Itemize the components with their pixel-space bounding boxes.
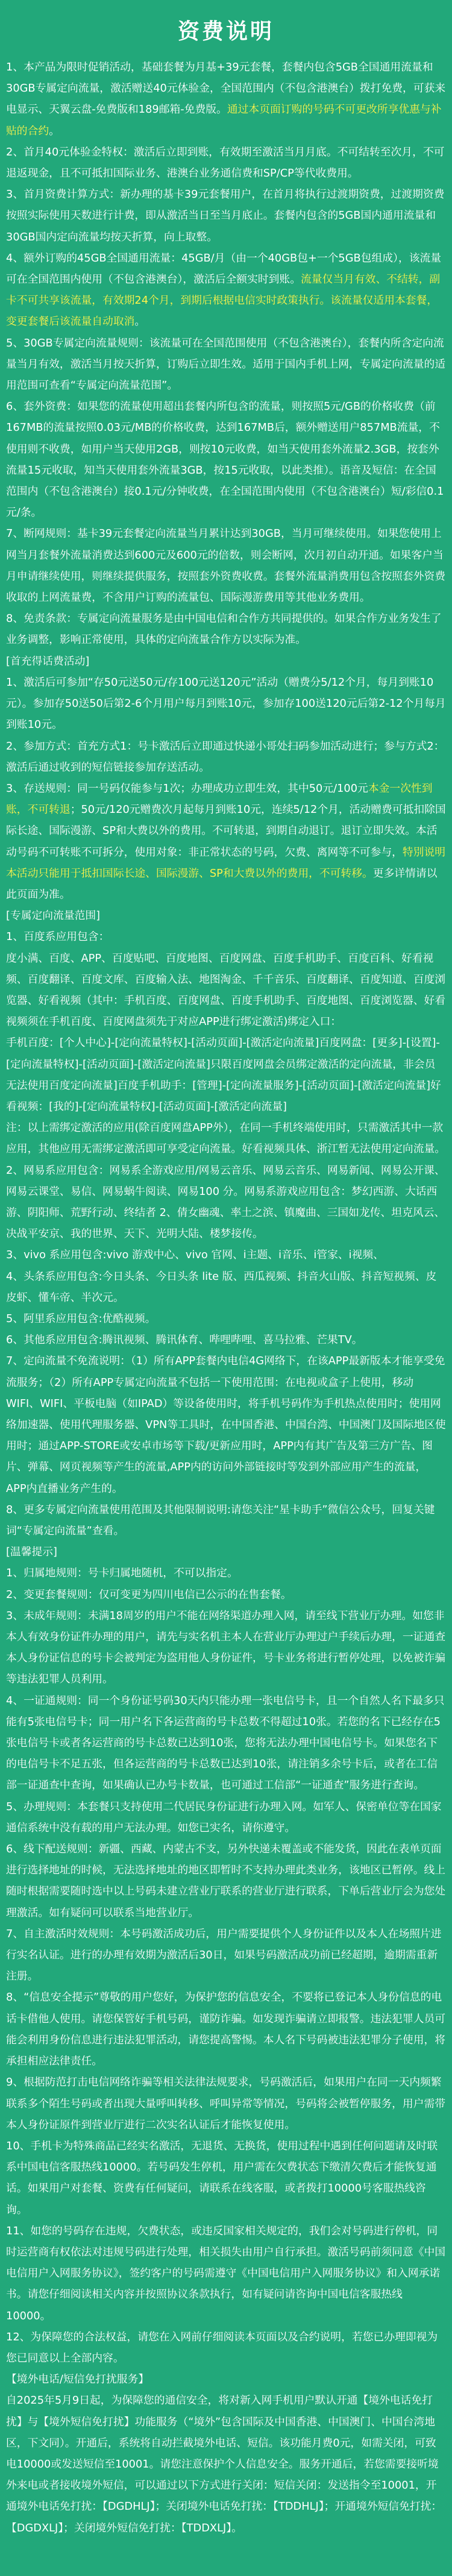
paragraph [6, 1117, 446, 1159]
section-heading [6, 2369, 446, 2390]
text-segment: 1、归属地规则：号卡归属地随机，不可以指定。 [6, 1567, 238, 1580]
text-segment: 3、首月资费计算方式：新办理的基卡39元套餐用户，在首月将执行过渡期资费，过渡期资费按照实际使用天数进行计费，即从激活当日至当月底止。套餐内包含的5GB国内通用流量和30GB国内定向流量均按天折算，向上取整。 [6, 188, 445, 243]
text-segment: 12、为保障您的合法权益，请您在入网前仔细阅读本页面以及合约说明，若您已办理即视为您已同意以上全部内容。 [6, 2330, 438, 2364]
paragraph [6, 1923, 446, 1987]
paragraph [6, 1562, 446, 1584]
highlighted-text: 流量仅当月有效、不结转，副卡不可共享该流量，有效期24个月，到期后根据电信实时政策执行。该流量仅适用本套餐，变更套餐后该流量自动取消 [6, 273, 441, 328]
paragraph [6, 1690, 446, 1796]
text-segment: 。 [134, 315, 146, 328]
paragraph [6, 2136, 446, 2220]
text-segment: 5、30GB专属定向流量规则：该流量可在全国范围使用（不包含港澳台），套餐内所含定向流量当月有效，激活当月按天折算，订购后立即生效。适用于国内手机上网，专属定向流量的适用范围可查看“专属定向流量范围”。 [6, 336, 446, 392]
section-heading [6, 1541, 446, 1562]
paragraph [6, 1499, 446, 1541]
text-segment: 3、存送规则：同一号码仅能参与1次；办理成功立即生效，其中50元/100元 [6, 782, 368, 795]
text-segment: [温馨提示] [6, 1546, 57, 1559]
text-segment: 6、套外资费：如果您的流量使用超出套餐内所包含的流量，则按照5元/GB的价格收费（前167MB的流量按照0.03元/MB的价格收费，达到167MB后，额外赠送用户857MB流量，不使用则不收费，如用户当天使用2GB，则按10元收费，如当天使用套外流量2.3GB，按套外流量15元收取，知当天使用套外流量3GB，按15元收取，以此类推）。语音及短信：在全国范围内（不包含港澳台）接0.1元/分钟收费，在全国范围内使用（不包含港澳台）短/彩信0.1元/条。 [6, 400, 444, 519]
text-segment: 自2025年5月9日起，为保障您的通信安全，将对新入网手机用户默认开通【境外电话免打扰】与【境外短信免打扰】功能服务（“境外”包含国际及中国香港、中国澳门、中国台湾地区，下文同）。开通后，系统将自动拦截境外电话、短信。该功能月费0元，如需关闭，可致电10000或发送短信至10001。请您注意保护个人信息安全。服务开通后，若您需要接听境外来电或者接收境外短信，可以通过以下方式进行关闭：短信关闭：发送指令至10001，开通境外电话免打扰：【DGDHLJ】；关闭境外电话免打扰：【TDDHLJ】；开通境外短信免打扰：【DGDXLJ】；关闭境外短信免打扰：【TDDXLJ】。 [6, 2394, 442, 2534]
text-segment: 度小满、百度、APP、百度贴吧、百度地图、百度网盘、百度手机助手、百度百科、好看视频、百度翻译、百度文库、百度输入法、地图淘金、千千音乐、百度翻译、百度知道、百度浏览器、好看视频（其中：手机百度、百度网盘、百度手机助手、百度地图、百度浏览器、好看视频须在手机百度、百度网盘须先于对应APP进行绑定激活)绑定入口： [6, 951, 446, 1029]
paragraph [6, 57, 446, 142]
paragraph [6, 672, 446, 736]
paragraph [6, 926, 446, 947]
paragraph [6, 248, 446, 333]
text-segment: 4、头条系应用包含:今日头条、今日头条 lite 版、西瓜视频、抖音火山版、抖音短视频、皮皮虾、懂车帝、半次元。 [6, 1270, 437, 1304]
text-segment: 1、本产品为限时促销活动，基础套餐为月基+39元套餐，套餐内包含5GB全国通用流量和30GB专属定向流量，激活赠送40元体验金，全国范围内（不包含港澳台）拨打免费，可获来电显示、天翼云盘-免费版和189邮箱-免费版。 [6, 61, 446, 116]
paragraph [6, 1584, 446, 1605]
paragraph [6, 523, 446, 608]
text-segment: [专属定向流量范围] [6, 909, 101, 923]
paragraph [6, 2072, 446, 2136]
page-title: 资费说明 [177, 19, 274, 44]
text-segment: 2、参加方式：首充方式1：号卡激活后立即通过快递小哥处扫码参加活动进行；参与方式2：激活后通过收到的短信链接参加存送活动。 [6, 739, 445, 774]
text-segment: 7、断网规则：基卡39元套餐定向流量当月累计达到30GB，当月可继续使用。如果您使用上网当月套餐外流量消费达到600元及600元的倍数，则会断网，次月初自动开通。如果客户当月申请继续使用，则继续提供服务，按照套外资费收费。套餐外流量消费用包含按照套外资费收取的上网流量费，不含用户订购的流量包、国际漫游费用等其他业务费用。 [6, 527, 446, 604]
text-segment: 6、线下配送规则：新疆、西藏、内蒙古不支，另外快递未覆盖或不能发货，因此在表单页面进行选择地址的时候，无法选择地址的地区即暂时不支持办理此类业务，该地区已暂停。线上随时根据需要随时选中以上号码未建立营业厅联系的营业厅进行联系，下单后营业厅会为您处理激活。如有疑问可以联系当地营业厅。 [6, 1843, 446, 1919]
text-segment: 4、额外订购的45GB全国通用流量：45GB/月（由一个40GB包+一个5GB包组成），该流量可在全国范围内使用（不包含港澳台），激活后全额实时到账。 [6, 251, 442, 286]
paragraph [6, 184, 446, 248]
text-segment: 2、首月40元体验金特权：激活后立即到账，有效期至激活当月月底。不可结转至次月，不可退返现金，且不可抵扣国际业务、港澳台业务通信费和SP/CP等代收费用。 [6, 145, 445, 180]
paragraph [6, 1160, 446, 1245]
text-segment: 2、网易系应用包含：网易系全游戏应用/网易云音乐、网易云音乐、网易新闻、网易公开课、网易云课堂、易信、网易蜗牛阅读、网易100 分。网易系游戏应用包含：梦幻西游、大话西游、阴阳师、荒野行动、终结者 2、倩女幽魂、率土之滨、镇魔曲、三国如龙传、坦克风云、决战平安京、我的世界、天下、光明大陆、楼梦接传。 [6, 1164, 445, 1241]
paragraph [6, 396, 446, 523]
text-segment: 3、vivo 系应用包含:vivo 游戏中心、vivo 官网、i主题、i音乐、i管家、i视频、 [6, 1249, 384, 1262]
section-heading [6, 905, 446, 926]
section-heading [6, 651, 446, 672]
text-segment: 更多详情请以此页面为准。 [6, 867, 438, 901]
highlighted-text: 特別说明本活动只能用于抵扣国际长途、国际漫游、SP和大费以外的费用，不可转移。 [6, 845, 446, 880]
paragraph [6, 1329, 446, 1350]
text-segment: 2、变更套餐规则：仅可变更为四川电信已公示的在售套餐。 [6, 1588, 292, 1601]
paragraph [6, 736, 446, 778]
tariff-description-content [0, 57, 452, 2539]
paragraph [6, 1032, 446, 1117]
paragraph [6, 1605, 446, 1690]
paragraph [6, 1838, 446, 1923]
text-segment: 。 [49, 124, 60, 137]
paragraph [6, 608, 446, 650]
text-segment: 8、“信息安全提示”尊敬的用户您好，为保护您的信息安全，不要将已登记本人身份信息的电话卡借他人使用。请您保管好手机号码，谨防诈骗。如发现诈骗请立即报警。违法犯罪人员可能会利用身份信息进行违法犯罪活动，请您提高警惕。本人名下号码被违法犯罪分子使用，将承担相应法律责任。 [6, 1991, 446, 2068]
paragraph [6, 2327, 446, 2369]
paragraph [6, 1266, 446, 1308]
text-segment: 8、免责条款：专属定向流量服务是由中国电信和合作方共同提供的。如果合作方业务发生了业务调整，影响正常使用，具体的定向流量合作方以实际为准。 [6, 612, 442, 647]
text-segment: 4、一证通规则：同一个身份证号码30天内只能办理一张电信号卡，且一个自然人名下最多只能有5张电信号卡；同一用户名下各运营商的号卡总数不得超过10张。若您的名下已经存在5张电信号卡或者各运营商的号卡总数已达到10张，您将无法办理中国电信号卡。如果您名下的电信号卡不足五张，但各运营商的号卡总数已达到10张，请注销多余号卡后，或者在工信部一证通查中查询，如果确认已办号卡数量，也可通过工信部“一证通查”服务进行查询。 [6, 1694, 445, 1792]
text-segment: 注：以上需绑定激活的应用(除百度网盘APP外），在同一手机终端使用时，只需激活其中一款应用，其他应用无需绑定激活即可享受定向流量。好看视频具体、浙江暂无法使用定向流量。 [6, 1121, 446, 1156]
text-segment: [首充得话费活动] [6, 654, 90, 668]
paragraph [6, 1350, 446, 1499]
highlighted-text: 本金一次性到账，不可转退 [6, 782, 433, 816]
text-segment: 1、激活后可参加“存50元送50元/存100元送120元”活动（赠费分5/12个月，每月到账10元）。参加存50送50后第2-6个月用户每月到账10元，参加存100送120元后第2-12个月每月到账10元。 [6, 675, 446, 732]
paragraph [6, 1308, 446, 1329]
highlighted-text: 通过本页面订购的号码不可更改所享优惠与补贴的合约 [6, 103, 442, 137]
text-segment: 手机百度：[个人中心]-[定向流量特权]-[活动页面]-[激活定向流量]百度网盘：[更多]-[设置]-[定向流量特权]-[活动页面]-[激活定向流量]只限百度网盘会员绑定激活的定向流量，非会员无法使用百度定向流量]百度手机助手：[管理]-[定向流量服务]-[活动页面]-[激活定向流量]好看视频：[我的]-[定向流量特权]-[活动页面]-[激活定向流量] [6, 1036, 441, 1113]
text-segment: 7、定向流量不免流说明：（1）所有APP套餐内电信4G网络下，在该APP最新版本才能享受免流服务；（2）所有APP专属定向流量不包括一下使用范围：在电视或盒子上使用，移动WIFI、WIFI、平板电脑（如IPAD）等设备使用时，将手机号码作为手机热点使用时；使用网络加速器、使用代理服务器、VPN等工具时，在中国香港、中国台湾、中国澳门及国际地区使用时；通过APP-STORE或安卓市场等下载/更新应用时，APP内有其广告及第三方广告、图片、弹幕、网页视频等产生的流量,APP内的访问外部链接时等发到外部应用产生的流量，APP内直播业务产生的。 [6, 1355, 446, 1495]
text-segment: 7、自主激活时效规则：本号码激活成功后，用户需要提供个人身份证件以及本人在场照片进行实名认证。进行的办理有效期为激活后30日，如果号码激活成功前已经超期，逾期需重新注册。 [6, 1927, 442, 1983]
text-segment: 11、如您的号码存在违规，欠费状态，或违反国家相关规定的，我们会对号码进行停机，同时运营商有权依法对违规号码进行处理，相关损失由用户自行承担。激活号码前须同意《中国电信用户入网服务协议》，签约客户的号码需遵守《中国电信用户入网服务协议》和入网承诺书。请您仔细阅读相关内容并按照协议条款执行，如有疑问请咨询中国电信客服热线10000。 [6, 2224, 446, 2322]
paragraph [6, 333, 446, 396]
text-segment: ；50元/120元赠费次月起每月到账10元，连续5/12个月，活动赠费可抵扣除国际长途、国际漫游、SP和大费以外的费用。不可转退，到期自动退订。退订立即失效。本活动号码不可转账不可拆分，使用对象：非正常状态的号码，欠费、离网等不可参与， [6, 803, 446, 859]
paragraph [6, 778, 446, 905]
text-segment: 5、办理规则：本套餐只支持使用二代居民身份证进行办理入网。如军人、保密单位等在国家通信系统中没有载的用户无法办理。如您已实名，请你遵守。 [6, 1800, 442, 1834]
text-segment: 【境外电话/短信免打扰服务】 [6, 2373, 149, 2386]
paragraph [6, 142, 446, 184]
text-segment: 1、百度系应用包含： [6, 930, 110, 944]
paragraph [6, 1244, 446, 1265]
paragraph [6, 2390, 446, 2538]
text-segment: 9、根据防范打击电信网络诈骗等相关法律法规要求，号码激活后，如果用户在同一天内频繁联系多个陌生号码或者出现大量呼叫转移、呼叫异常等情况，号码将会被暂停服务，用户需带本人身份证原件到营业厅进行二次实名认证后才能恢复使用。 [6, 2076, 446, 2131]
paragraph [6, 948, 446, 1033]
text-segment: 5、阿里系应用包含:优酷视频。 [6, 1312, 156, 1325]
paragraph [6, 2220, 446, 2327]
text-segment: 8、更多专属定向流量使用范围及其他限制说明:请您关注“星卡助手”微信公众号，回复关键词“专属定向流量”查看。 [6, 1503, 435, 1538]
text-segment: 10、手机卡为特殊商品已经实名激活，无退货、无换货，使用过程中遇到任何问题请及时联系中国电信客服热线10000。若号码发生停机，用户需在欠费状态下缴清欠费后才能恢复通话。如果用户对套餐、资费有任何疑问，请联系在线客服，或者拨打10000号客服热线咨询。 [6, 2139, 438, 2216]
paragraph [6, 1796, 446, 1838]
text-segment: 6、其他系应用包含:腾讯视频、腾讯体育、哔哩哔哩、喜马拉雅、芒果TV。 [6, 1333, 363, 1347]
text-segment: 3、未成年规则：未满18周岁的用户不能在网络渠道办理入网，请至线下营业厅办理。如您非本人有效身份证件办理的用户，请先与实名机主本人在营业厅办理过户手续后办理，一证通查本人身份证信息的号卡会被判定为盗用他人身份证件，号卡业务将进行暂停处理，以免被诈骗等违法犯罪人员利用。 [6, 1609, 446, 1686]
paragraph [6, 1987, 446, 2072]
